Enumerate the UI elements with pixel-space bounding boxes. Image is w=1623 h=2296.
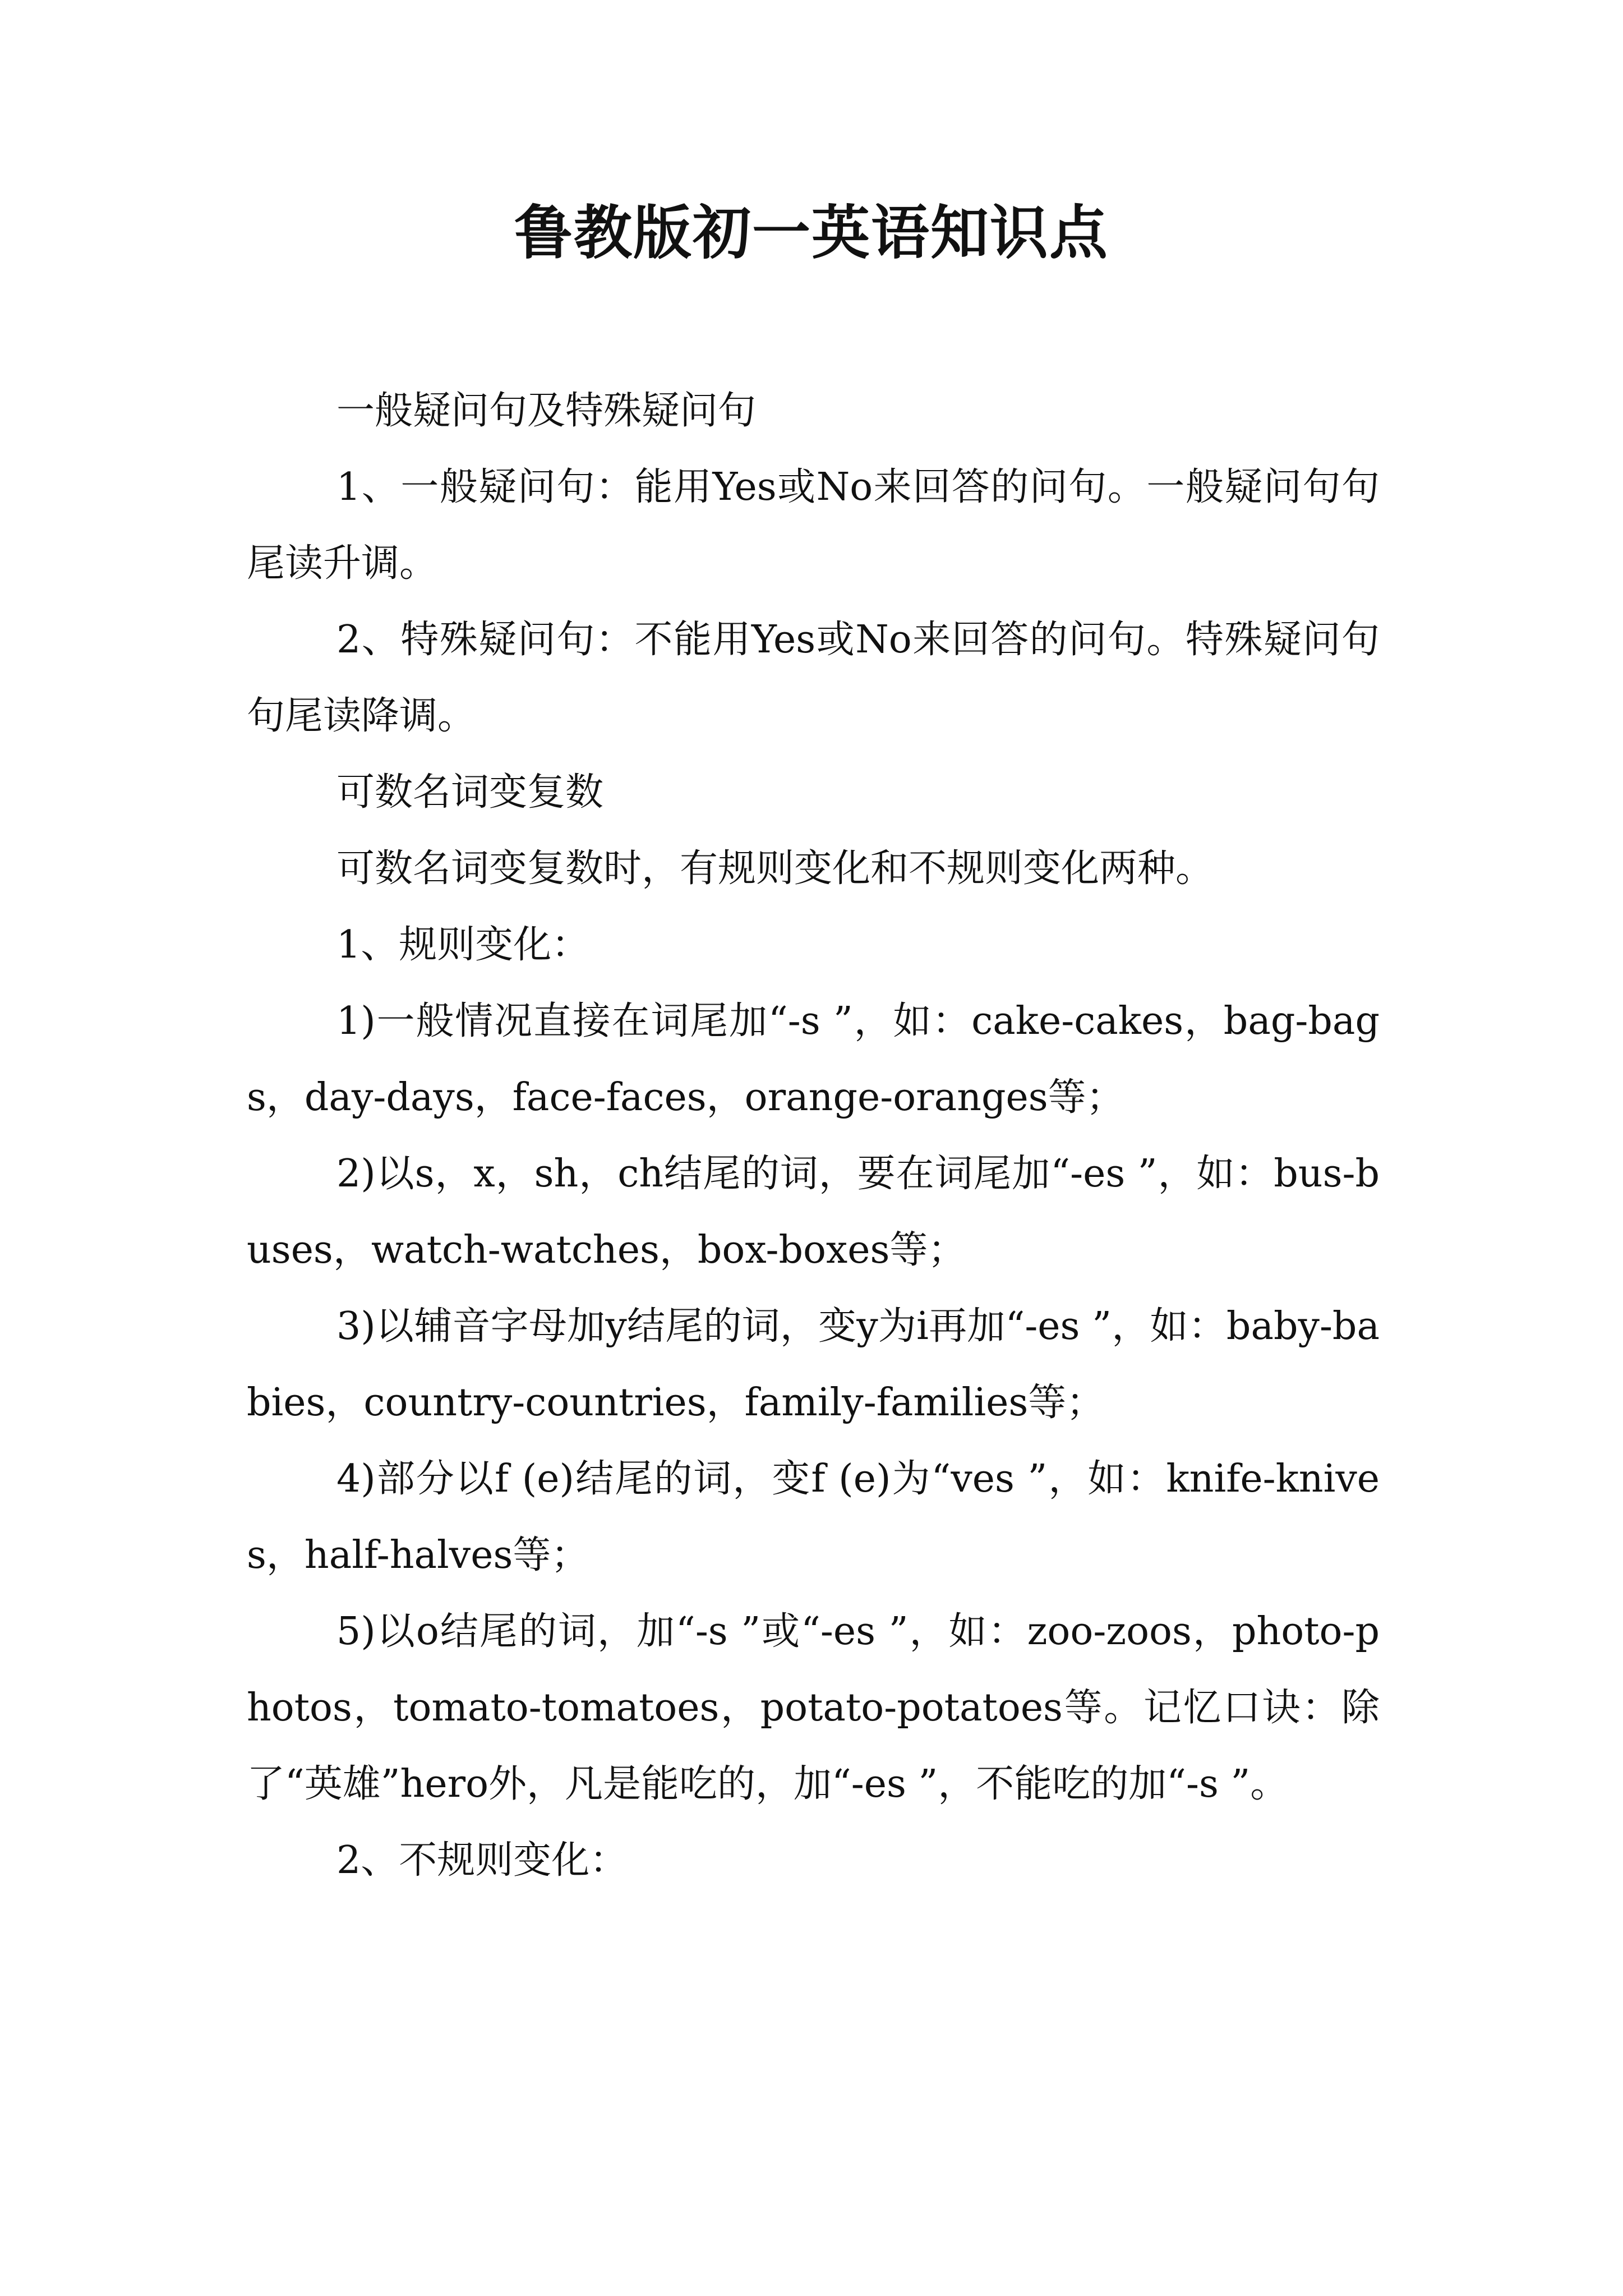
document-body: [247, 373, 1380, 1899]
paragraph-general-question: 1、一般疑问句：能用Yes或No来回答的问句。一般疑问句句尾读升调。: [247, 465, 1380, 586]
paragraph-special-question: 2、特殊疑问句：不能用Yes或No来回答的问句。特殊疑问句句尾读降调。: [247, 618, 1380, 738]
paragraph-regular-changes: 1、规则变化：: [336, 923, 590, 967]
paragraph-rule-4: 4)部分以f (e)结尾的词，变f (e)为“ves ”，如：knife-knives，half-halves等；: [247, 1457, 1380, 1577]
paragraph-heading-questions: 一般疑问句及特殊疑问句: [336, 389, 757, 433]
paragraph-rule-1: 1)一般情况直接在词尾加“-s ”，如：cake-cakes，bag-bags，day-days，face-faces，orange-oranges等；: [247, 999, 1380, 1120]
paragraph-rule-3: 3)以辅音字母加y结尾的词，变y为i再加“-es ”，如：baby-babies，country-countries，family-families等；: [247, 1304, 1380, 1425]
paragraph-irregular-changes: 2、不规则变化：: [336, 1838, 628, 1883]
document-title: 鲁教版初一英语知识点: [514, 198, 1109, 267]
paragraph-plural-intro: 可数名词变复数时，有规则变化和不规则变化两种。: [336, 846, 1214, 891]
paragraph-rule-2: 2)以s，x，sh，ch结尾的词，要在词尾加“-es ”，如：bus-buses，watch-watches，box-boxes等；: [247, 1152, 1380, 1272]
paragraph-heading-plurals: 可数名词变复数: [336, 770, 604, 815]
paragraph-rule-5: 5)以o结尾的词，加“-s ”或“-es ”，如：zoo-zoos，photo-photos，tomato-tomatoes，potato-potatoes等。记忆口诀：除了“英雄”hero外，凡是能吃的，加“-es ”，不能吃的加“-s ”。: [247, 1609, 1380, 1806]
